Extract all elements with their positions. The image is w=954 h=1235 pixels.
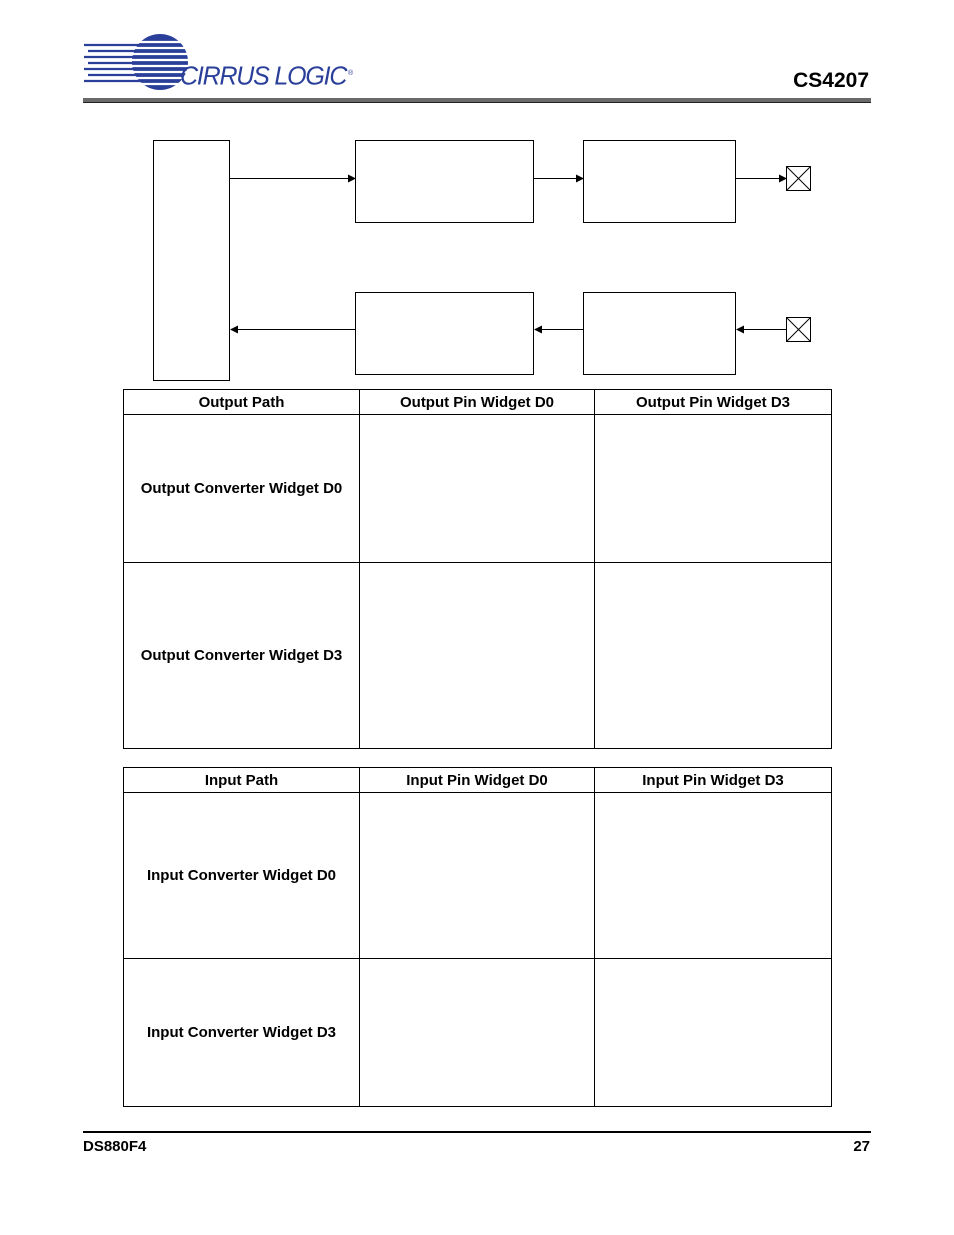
table-row [124, 793, 832, 959]
input-path-table [123, 767, 832, 1107]
table-row [124, 563, 832, 749]
column-header: Output Pin Widget D3 [595, 390, 832, 415]
row-header: Input Converter Widget D3 [124, 959, 360, 1107]
column-header: Output Path [124, 390, 360, 415]
output-converter-block [356, 141, 534, 223]
logo-wordmark: CIRRUS LOGIC [180, 61, 347, 91]
table-cell [360, 415, 595, 563]
column-header: Output Pin Widget D0 [360, 390, 595, 415]
output-connector-icon [787, 167, 811, 191]
table-cell [595, 793, 832, 959]
table-row [124, 415, 832, 563]
table-cell [360, 959, 595, 1107]
output-pin-block [584, 141, 736, 223]
table-cell [360, 793, 595, 959]
row-header: Input Converter Widget D0 [124, 793, 360, 959]
logo-registered-mark: ® [348, 70, 354, 77]
page-number: 27 [853, 1138, 870, 1155]
table-cell [595, 563, 832, 749]
input-connector-icon [787, 318, 811, 342]
column-header: Input Pin Widget D0 [360, 768, 595, 793]
document-title: CS4207 [793, 69, 869, 92]
table-header-row [124, 768, 832, 793]
table-cell [595, 415, 832, 563]
input-pin-block [584, 293, 736, 375]
widget-path-diagram [0, 0, 954, 390]
column-header: Input Path [124, 768, 360, 793]
column-header: Input Pin Widget D3 [595, 768, 832, 793]
document-id: DS880F4 [83, 1138, 147, 1155]
table-row [124, 959, 832, 1107]
footer-rule [83, 1131, 871, 1133]
row-header: Output Converter Widget D0 [124, 415, 360, 563]
table-cell [595, 959, 832, 1107]
row-header: Output Converter Widget D3 [124, 563, 360, 749]
table-cell [360, 563, 595, 749]
output-path-table [123, 389, 832, 749]
hd-audio-bus-block [154, 141, 230, 381]
input-converter-block [356, 293, 534, 375]
table-header-row [124, 390, 832, 415]
